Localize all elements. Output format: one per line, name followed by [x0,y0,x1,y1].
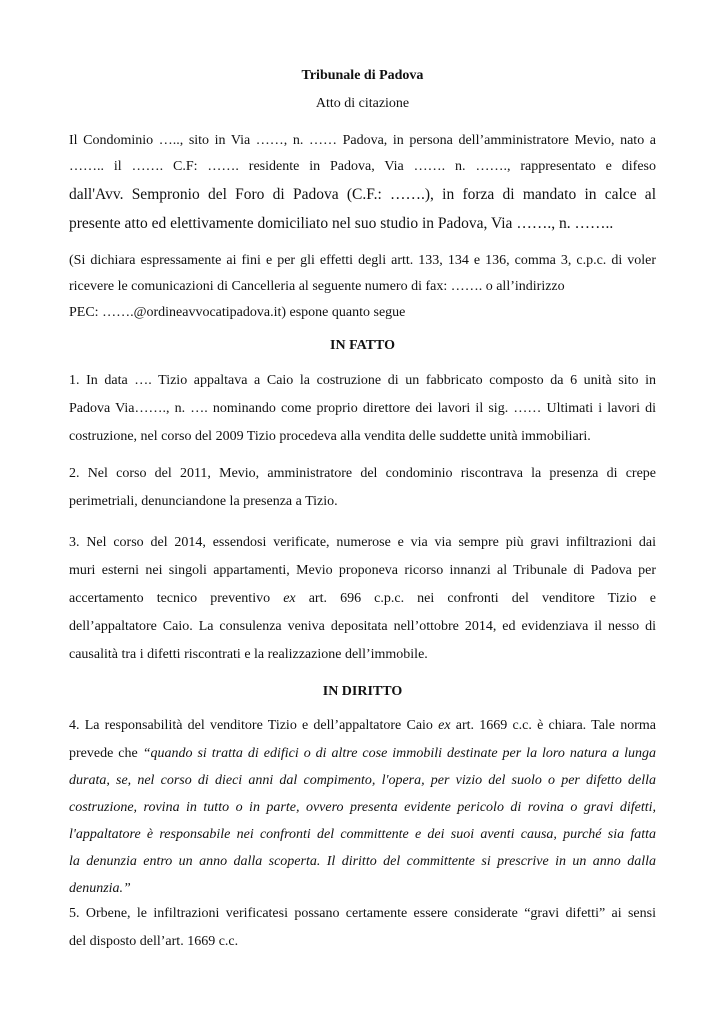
paragraph-line: dell’appaltatore Caio. La consulenza veniva depositata nell’ottobre 2014, ed evidenziava il nesso di [69,619,656,634]
paragraph-line: 1. In data …. Tizio appaltava a Caio la costruzione di un fabbricato composto da 6 unità sito in [69,373,656,388]
paragraph-1 [69,367,656,451]
paragraph-line [69,585,656,613]
paragraph-line: del disposto dell’art. 1669 c.c. [69,934,239,949]
quote-line [69,848,656,875]
latin-term: ex [438,718,451,733]
document-title: Tribunale di Padova [301,68,424,83]
quote-line [69,821,656,848]
quote-text: l'appaltatore è responsabile nei confronti del committente e dei suoi aventi causa, purché sia fatta [69,827,656,842]
paragraph-line: perimetriali, denunciandone la presenza a Tizio. [69,494,338,509]
paragraph-line: 5. Orbene, le infiltrazioni verificatesi possano certamente essere considerate “gravi difetti” ai sensi [69,906,656,921]
quote-text: denunzia.” [69,881,131,896]
intro-line: dall'Avv. Sempronio del Foro di Padova (C.F.: …….), in forza di mandato in calce al [69,186,656,203]
intro-paragraph [69,128,656,238]
heading-in-diritto: IN DIRITTO [322,684,403,699]
text-run: accertamento tecnico preventivo [69,591,271,606]
quote-line: “quando si tratta di edifici o di altre cose immobili destinate per la loro natura a lunga [142,746,657,761]
intro-line: …….. il ……. C.F: ……. residente in Padova, Via ……. n. ……., rappresentato e difeso [69,159,656,174]
declaration-line: (Si dichiara espressamente ai fini e per gli effetti degli artt. 133, 134 e 136, comma 3, c.p.c. di voler [69,253,656,268]
text-run: art. 696 c.p.c. nei confronti del venditore Tizio e [308,591,657,606]
paragraph-line: muri esterni nei singoli appartamenti, Mevio proponeva ricorso innanzi al Tribunale di Padova per [69,563,656,578]
latin-term: ex [283,591,296,606]
quote-line [69,767,656,794]
intro-line: Il Condominio ….., sito in Via ……, n. …… Padova, in persona dell’amministratore Mevio, nato a [69,133,656,148]
document-subtitle: Atto di citazione [315,96,410,111]
declaration-line: PEC: …….@ordineavvocatipadova.it) espone quanto segue [69,305,406,320]
paragraph-2 [69,460,656,516]
paragraph-3 [69,529,656,669]
paragraph-line: 3. Nel corso del 2014, essendosi verificate, numerose e via via sempre più gravi infiltrazioni dai [69,535,656,550]
intro-line: presente atto ed elettivamente domiciliato nel suo studio in Padova, Via ……., n. …….. [69,215,614,232]
heading-in-fatto: IN FATTO [330,338,395,353]
declaration-line: ricevere le comunicazioni di Cancelleria al seguente numero di fax: ……. o all’indirizzo [69,279,565,294]
quote-line [69,875,656,902]
quote-text: la denunzia entro un anno dalla scoperta. Il diritto del committente si prescrive in un anno dalla [69,854,656,869]
text-run: 4. La responsabilità del venditore Tizio e dell’appaltatore Caio [69,718,433,733]
paragraph-line [69,712,656,740]
paragraph-4 [69,712,656,902]
paragraph-line: Padova Via……., n. …. nominando come proprio direttore dei lavori il sig. …… Ultimati i lavori di [69,401,656,416]
paragraph-line: causalità tra i difetti riscontrati e la realizzazione dell’immobile. [69,647,428,662]
text-run: art. 1669 c.c. è chiara. Tale norma [455,718,656,733]
quote-text: durata, se, nel corso di dieci anni dal compimento, l'opera, per vizio del suolo o per difetto della [69,773,656,788]
text-run: prevede che [69,746,138,761]
quote-line [69,794,656,821]
quote-text: costruzione, rovina in tutto o in parte, ovvero presenta evidente pericolo di rovina o gravi difetti, [69,800,656,815]
paragraph-line [69,740,656,767]
paragraph-line: 2. Nel corso del 2011, Mevio, amministratore del condominio riscontrava la presenza di crepe [69,466,656,481]
paragraph-5 [69,900,656,956]
paragraph-line: costruzione, nel corso del 2009 Tizio procedeva alla vendita delle suddette unità immobiliari. [69,429,591,444]
declaration-paragraph [69,248,656,326]
